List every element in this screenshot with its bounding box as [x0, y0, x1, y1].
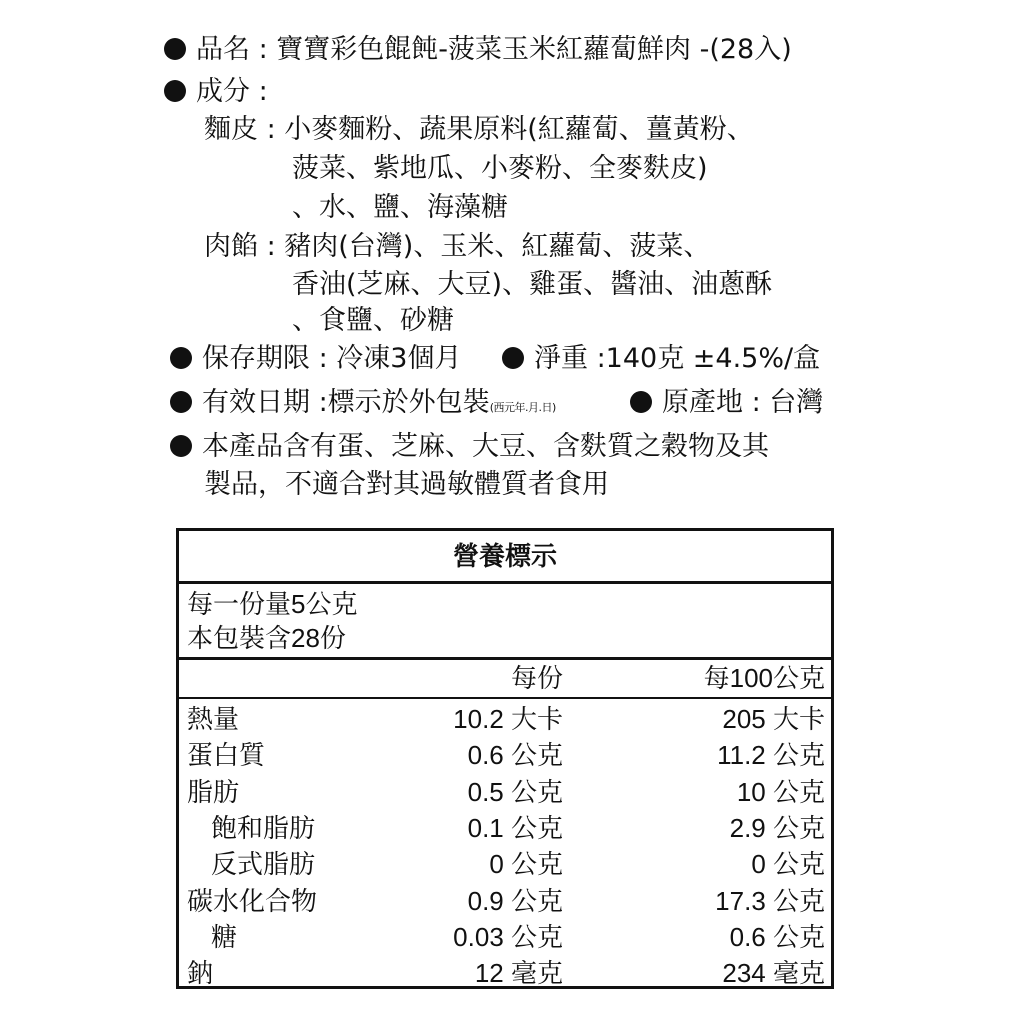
nutrient-name: 熱量 [187, 704, 240, 734]
per-100g-value: 234 毫克 [722, 958, 825, 989]
product-name-line [164, 33, 792, 67]
divider [179, 697, 831, 699]
wrapper-ingredients-line-1: 麵皮 : 小麥麵粉、蔬果原料(紅蘿蔔、薑黃粉、 [204, 114, 754, 145]
nutrient-name: 蛋白質 [187, 740, 266, 771]
per-100g-value: 10 公克 [736, 776, 825, 807]
filling-ingredients-line-1: 肉餡 : 豬肉(台灣)、玉米、紅蘿蔔、菠菜、 [204, 231, 711, 262]
nutrient-name: 反式脂肪 [211, 849, 316, 880]
wrapper-ingredients-line-2: 菠菜、紫地瓜、小麥粉、全麥麩皮) [292, 153, 708, 184]
filling-ingredients-line-2: 香油(芝麻、大豆)、雞蛋、醬油、油蔥酥 [292, 269, 773, 300]
column-header-per-100g: 每100公克 [703, 663, 825, 693]
per-serving-value: 10.2 大卡 [453, 704, 563, 734]
origin: 原產地 : 台灣 [662, 387, 824, 418]
nutrient-name: 脂肪 [187, 776, 240, 807]
shelf-life-line [170, 342, 461, 376]
net-weight-line [502, 342, 820, 376]
nutrition-table [176, 528, 834, 989]
per-100g-value: 0.6 公克 [729, 921, 825, 952]
shelf-life: 保存期限 : 冷凍3個月 [202, 343, 462, 374]
per-100g-value: 205 大卡 [722, 704, 825, 734]
nutrient-name: 糖 [211, 921, 238, 952]
column-header-per-serving: 每份 [510, 663, 563, 693]
nutrition-row [179, 774, 831, 810]
wrapper-ingredients-line-3: 、水、鹽、海藻糖 [292, 192, 508, 223]
per-100g-value: 0 公克 [751, 849, 825, 880]
allergen-warning: 本產品含有蛋、芝麻、大豆、含麩質之穀物及其 [202, 431, 769, 462]
bullet-icon [164, 38, 186, 60]
per-serving-value: 0 公克 [489, 849, 563, 880]
ingredients-heading-line [164, 75, 268, 109]
expiry-line [170, 386, 556, 425]
net-weight: 淨重 :140克 ±4.5%/盒 [534, 343, 821, 374]
nutrition-row [179, 737, 831, 773]
expiry-date: 有效日期 :標示於外包裝 [202, 387, 490, 418]
product-name: 品名 : 寶寶彩色餛飩-菠菜玉米紅蘿蔔鮮肉 -(28入) [196, 34, 792, 65]
per-100g-value: 17.3 公克 [715, 885, 825, 916]
per-serving-value: 0.9 公克 [467, 885, 563, 916]
servings-per-pack: 本包裝含28份 [187, 623, 346, 653]
per-100g-value: 2.9 公克 [729, 812, 825, 843]
nutrition-row [179, 955, 831, 991]
bullet-icon [170, 347, 192, 369]
nutrition-row [179, 810, 831, 846]
per-serving-value: 0.6 公克 [467, 740, 563, 771]
nutrition-title: 營養標示 [452, 541, 557, 571]
divider [179, 657, 831, 660]
per-serving-value: 12 毫克 [474, 958, 563, 989]
nutrient-name: 碳水化合物 [187, 885, 318, 916]
nutrition-row [179, 846, 831, 882]
per-serving-value: 0.03 公克 [453, 921, 563, 952]
origin-line [630, 386, 823, 420]
divider [179, 581, 831, 584]
allergen-line-2: 製品，不適合對其過敏體質者食用 [204, 469, 609, 500]
per-serving-value: 0.1 公克 [467, 812, 563, 843]
bullet-icon [164, 80, 186, 102]
expiry-format: (西元年.月.日) [489, 401, 556, 414]
per-serving-value: 0.5 公克 [467, 776, 563, 807]
serving-size: 每一份量5公克 [187, 589, 358, 619]
per-100g-value: 11.2 公克 [717, 740, 825, 771]
nutrition-row [179, 883, 831, 919]
bullet-icon [170, 435, 192, 457]
ingredients-heading: 成分 : [196, 76, 268, 107]
filling-ingredients-line-3: 、食鹽、砂糖 [292, 305, 454, 336]
allergen-line-1 [170, 430, 769, 464]
nutrition-row [179, 701, 831, 737]
bullet-icon [170, 391, 192, 413]
bullet-icon [630, 391, 652, 413]
nutrition-row [179, 919, 831, 955]
nutrient-name: 鈉 [187, 958, 214, 989]
bullet-icon [502, 347, 524, 369]
nutrient-name: 飽和脂肪 [211, 812, 316, 843]
